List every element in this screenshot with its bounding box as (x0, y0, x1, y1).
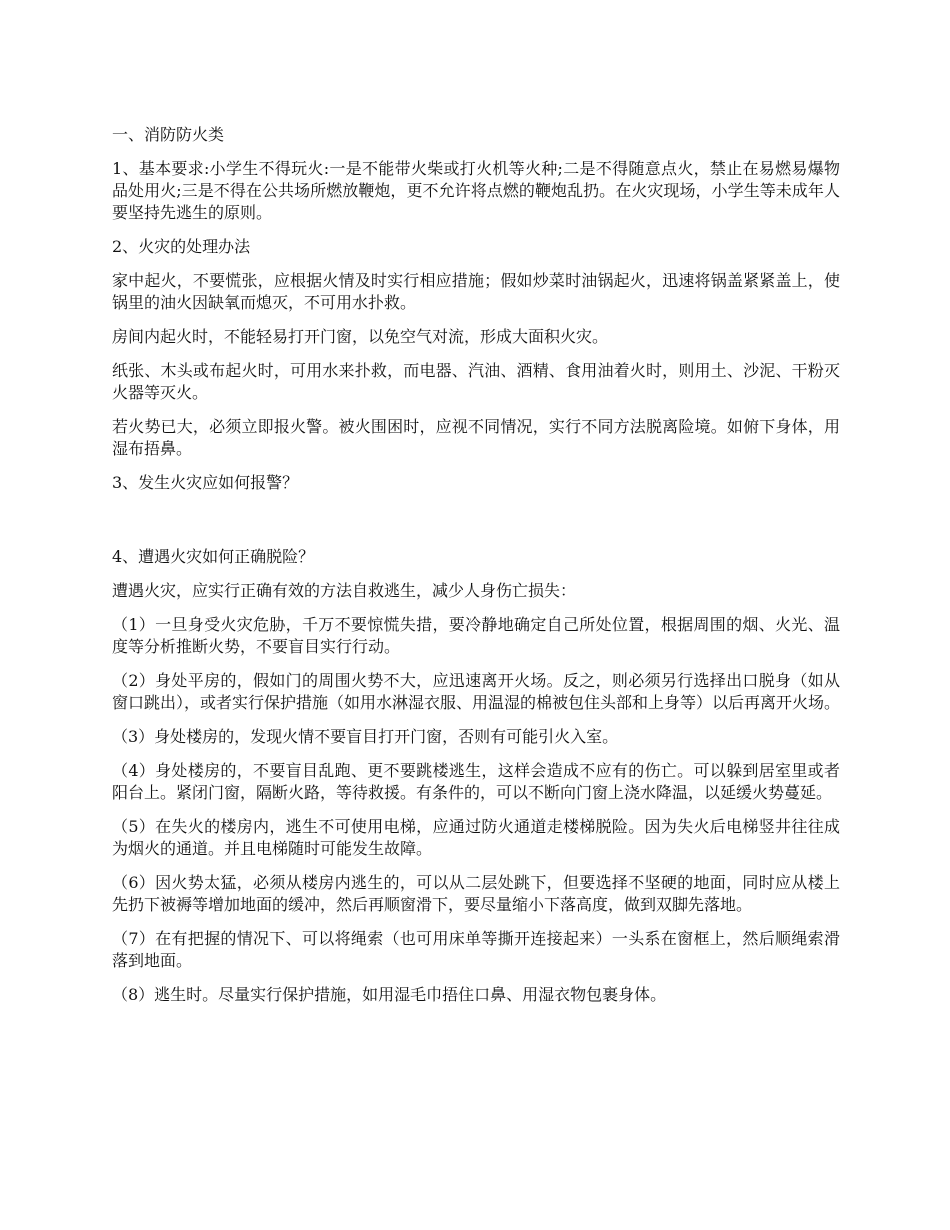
document-page (112, 124, 840, 1018)
section-title-fire-alarm: 3、发生火灾应如何报警？ (112, 473, 299, 492)
section-title-fire-prevention: 一、消防防火类 (112, 125, 225, 144)
list-item-escape-1: （1）一旦身受火灾危胁，千万不要惊慌失措，要冷静地确定自己所处位置，根据周围的烟、火光、温度等分析推断火势，不要盲目实行行动。 (112, 615, 840, 656)
section-title-fire-escape: 4、遭遇火灾如何正确脱险？ (112, 547, 315, 566)
paragraph-basic-requirements: 1、基本要求:小学生不得玩火:一是不能带火柴或打火机等火种;二是不得随意点火，禁止在易燃易爆物品处用火;三是不得在公共场所燃放鞭炮，更不允许将点燃的鞭炮乱扔。在火灾现场，小学生等未成年人要坚持先逃生的原则。 (112, 159, 840, 222)
list-item-escape-5: （5）在失火的楼房内，逃生不可使用电梯，应通过防火通道走楼梯脱险。因为失火后电梯竖井往往成为烟火的通道。并且电梯随时可能发生故障。 (112, 817, 840, 858)
list-item-escape-3: （3）身处楼房的，发现火情不要盲目打开门窗，否则有可能引火入室。 (112, 727, 619, 746)
list-item-escape-7: （7）在有把握的情况下、可以将绳索（也可用床单等撕开连接起来）一头系在窗框上，然后顺绳索滑落到地面。 (112, 929, 840, 970)
paragraph-material-fire: 纸张、木头或布起火时，可用水来扑救，而电器、汽油、酒精、食用油着火时，则用土、沙泥、干粉灭火器等灭火。 (112, 361, 840, 402)
paragraph-home-fire: 家中起火，不要慌张，应根据火情及时实行相应措施；假如炒菜时油锅起火，迅速将锅盖紧紧盖上，使锅里的油火因缺氧而熄灭，不可用水扑救。 (112, 271, 840, 312)
blank-space (112, 506, 840, 546)
paragraph-large-fire: 若火势已大，必须立即报火警。被火围困时，应视不同情况，实行不同方法脱离险境。如俯下身体，用湿布捂鼻。 (112, 417, 840, 458)
paragraph-room-fire: 房间内起火时，不能轻易打开门窗，以免空气对流，形成大面积火灾。 (112, 327, 609, 346)
list-item-escape-8: （8）逃生时。尽量实行保护措施，如用湿毛巾捂住口鼻、用湿衣物包裹身体。 (112, 985, 667, 1004)
list-item-escape-4: （4）身处楼房的，不要盲目乱跑、更不要跳楼逃生，这样会造成不应有的伤亡。可以躲到居室里或者阳台上。紧闭门窗，隔断火路，等待救援。有条件的，可以不断向门窗上浇水降温，以延缓火势蔓延。 (112, 761, 840, 802)
section-title-fire-handling: 2、火灾的处理办法 (112, 237, 251, 256)
list-item-escape-2: （2）身处平房的，假如门的周围火势不大，应迅速离开火场。反之，则必须另行选择出口脱身（如从窗口跳出），或者实行保护措施（如用水淋湿衣服、用温湿的棉被包住头部和上身等）以后再离开火场。 (112, 671, 841, 712)
paragraph-escape-intro: 遭遇火灾，应实行正确有效的方法自救逃生，减少人身伤亡损失： (112, 581, 577, 600)
list-item-escape-6: （6）因火势太猛，必须从楼房内逃生的，可以从二层处跳下，但要选择不坚硬的地面，同时应从楼上先扔下被褥等增加地面的缓冲，然后再顺窗滑下，要尽量缩小下落高度，做到双脚先落地。 (112, 873, 840, 914)
